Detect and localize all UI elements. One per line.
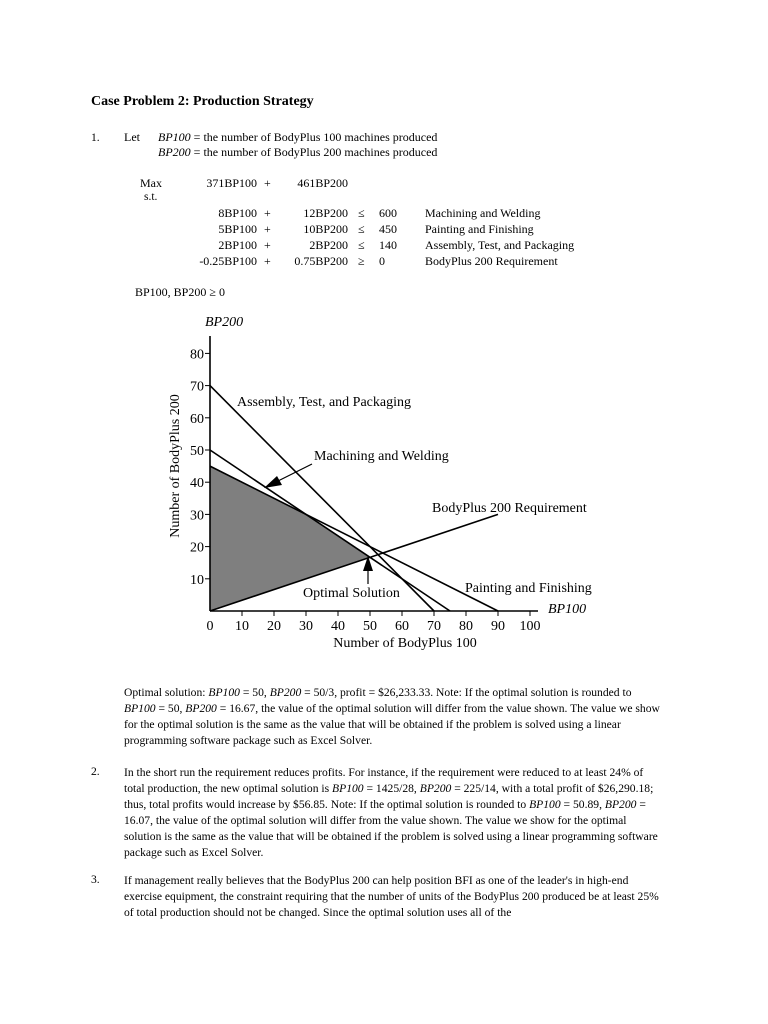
constraint-plus: + xyxy=(264,206,271,220)
constraint-label: BodyPlus 200 Requirement xyxy=(425,254,558,268)
x-tick-label: 30 xyxy=(299,619,313,634)
constraint-relation: ≤ xyxy=(358,222,365,236)
y-tick-label: 10 xyxy=(190,572,204,588)
constraint-term-2: 2BP200 xyxy=(309,238,348,252)
question-2-paragraph: In the short run the requirement reduces profits. For instance, if the requirement were reduced to at least 24% of total production, the new optimal solution is BP100 = 1425/28, BP200 = 225/14, with a total profit of $26,290.18; thus, total profits would increase by $56.85. Note: If the optimal solution is rounded to BP100 = 50.89, BP200 = 16.07, the value of the optimal solution will differ from the value shown. The value we show for the optimal solution is the same as the value that will be obtained if the problem is solved using a linear programming software package such as Excel Solver. xyxy=(124,766,658,859)
constraint-term-1: 2BP100 xyxy=(218,238,257,252)
question-number-3: 3. xyxy=(91,873,100,886)
optimal-solution-paragraph: Optimal solution: BP100 = 50, BP200 = 50/3, profit = $26,233.33. Note: If the optimal solution is rounded to BP100 = 50, BP200 = 16.67, the value of the optimal solution will differ from the value shown. The value we show for the optimal solution is the same as the value that will be obtained if the problem is solved using a linear programming software package such as Excel Solver. xyxy=(124,686,660,747)
constraint-plus: + xyxy=(264,238,271,252)
question-number-2: 2. xyxy=(91,765,100,778)
constraint-term-1: 5BP100 xyxy=(218,222,257,236)
objective-term-2: 461BP200 xyxy=(297,176,348,190)
x-tick-label: 20 xyxy=(267,619,281,634)
machining-arrow-head xyxy=(264,476,282,488)
x-tick-label: 0 xyxy=(206,619,214,634)
let-word: Let xyxy=(124,130,140,144)
y-tick-label: 30 xyxy=(190,508,204,524)
x-tick-label: 90 xyxy=(491,619,505,634)
y-tick-label: 40 xyxy=(190,476,204,492)
constraint-rhs: 450 xyxy=(379,222,397,236)
x-tick-label: 40 xyxy=(331,619,345,634)
constraint-relation: ≥ xyxy=(358,254,365,268)
constraint-label: Machining and Welding xyxy=(425,206,541,220)
y-variable-label: BP200 xyxy=(205,315,244,330)
constraint-plus: + xyxy=(264,222,271,236)
constraint-term-2: 12BP200 xyxy=(303,206,348,220)
y-axis-title: Number of BodyPlus 200 xyxy=(168,394,183,538)
constraint-relation: ≤ xyxy=(358,238,365,252)
requirement-line-label: BodyPlus 200 Requirement xyxy=(432,501,587,516)
definition-bp100: BP100 = the number of BodyPlus 100 machines produced xyxy=(158,130,438,144)
machining-line-label: Machining and Welding xyxy=(314,449,449,464)
objective-plus: + xyxy=(264,176,271,190)
definition-bp200: BP200 = the number of BodyPlus 200 machines produced xyxy=(158,145,438,159)
constraint-rhs: 140 xyxy=(379,238,397,252)
x-tick-label: 50 xyxy=(363,619,377,634)
constraint-term-1: -0.25BP100 xyxy=(199,254,257,268)
x-tick-label: 70 xyxy=(427,619,441,634)
nonnegativity: BP100, BP200 ≥ 0 xyxy=(135,285,225,299)
painting-line-label: Painting and Finishing xyxy=(465,581,592,596)
y-tick-label: 20 xyxy=(190,540,204,556)
x-variable-label: BP100 xyxy=(548,602,587,617)
y-tick-label: 50 xyxy=(190,444,204,459)
constraint-label: Painting and Finishing xyxy=(425,222,534,236)
constraint-rhs: 600 xyxy=(379,206,397,220)
optimal-solution-label: Optimal Solution xyxy=(303,586,400,601)
question-3-paragraph: If management really believes that the BodyPlus 200 can help position BFI as one of the leader's in high-end exercise equipment, the constraint requiring that the number of units of the BodyPlus 200 produced be at least 25% of total production should not be changed. Since the optimal solution uses all of the xyxy=(124,874,659,919)
constraint-term-1: 8BP100 xyxy=(218,206,257,220)
x-axis-title: Number of BodyPlus 100 xyxy=(333,636,477,651)
constraint-plus: + xyxy=(264,254,271,268)
max-label: Max xyxy=(140,176,162,190)
constraint-term-2: 10BP200 xyxy=(303,222,348,236)
machining-arrow-shaft xyxy=(274,464,312,483)
assembly-line-label: Assembly, Test, and Packaging xyxy=(237,395,411,410)
x-tick-label: 60 xyxy=(395,619,409,634)
constraint-label: Assembly, Test, and Packaging xyxy=(425,238,575,252)
page-title: Case Problem 2: Production Strategy xyxy=(91,94,314,109)
x-tick-label: 10 xyxy=(235,619,249,634)
question-number-1: 1. xyxy=(91,131,100,144)
constraint-relation: ≤ xyxy=(358,206,365,220)
y-tick-label: 60 xyxy=(190,411,204,427)
st-label: s.t. xyxy=(144,191,158,203)
y-tick-label: 70 xyxy=(190,379,204,395)
objective-term-1: 371BP100 xyxy=(206,176,257,190)
x-tick-label: 100 xyxy=(519,619,541,634)
constraint-term-2: 0.75BP200 xyxy=(294,254,348,268)
x-tick-label: 80 xyxy=(459,619,473,634)
y-tick-label: 80 xyxy=(190,347,204,363)
constraint-rhs: 0 xyxy=(379,254,385,268)
